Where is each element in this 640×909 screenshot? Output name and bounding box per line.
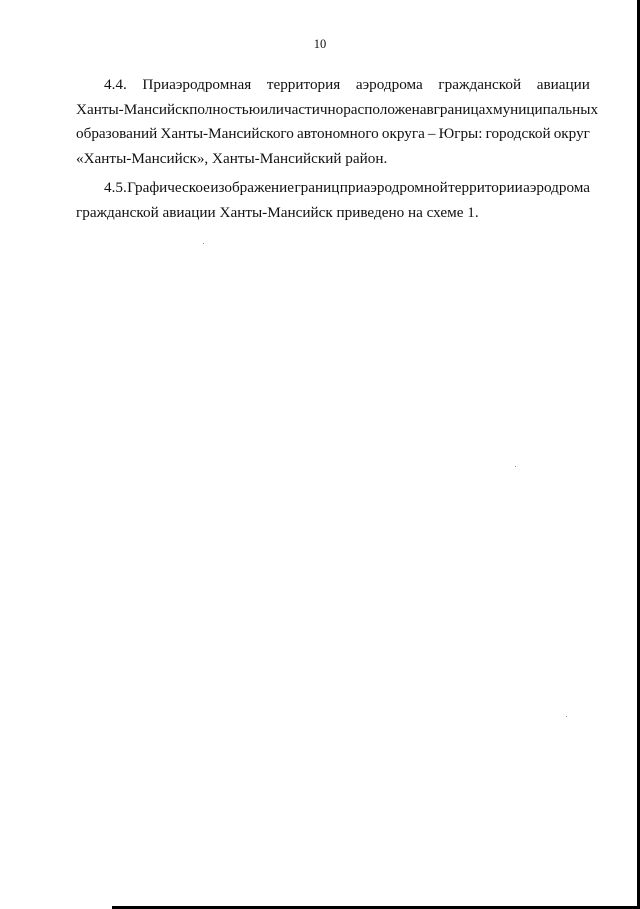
word: округа bbox=[381, 125, 425, 142]
paragraph-4-4 bbox=[76, 73, 599, 171]
paragraph-4-4-line-2 bbox=[76, 98, 599, 123]
paragraph-4-5-line-1 bbox=[76, 176, 590, 201]
scan-speck bbox=[566, 716, 567, 717]
paragraph-4-5 bbox=[76, 176, 590, 225]
word: 4.4. bbox=[104, 76, 127, 93]
word: Приаэродромная bbox=[142, 76, 252, 93]
word: округ bbox=[553, 125, 590, 142]
word: авиации bbox=[536, 76, 590, 93]
word: территории bbox=[448, 179, 523, 196]
word: в bbox=[426, 100, 434, 118]
word: изображение bbox=[210, 179, 295, 196]
word: автономного bbox=[296, 125, 379, 142]
scan-speck bbox=[515, 466, 516, 467]
word: городской bbox=[485, 125, 551, 142]
word: аэродрома bbox=[523, 179, 590, 196]
paragraph-4-4-line-4: «Ханты-Мансийск», Ханты-Мансийский район. bbox=[76, 149, 388, 167]
word: аэродрома bbox=[355, 76, 423, 93]
word: или bbox=[260, 100, 284, 118]
word: – bbox=[427, 125, 436, 142]
scan-speck bbox=[203, 243, 204, 244]
word: Ханты-Мансийск bbox=[76, 100, 190, 118]
word: границах bbox=[433, 100, 493, 118]
word: 4.5. bbox=[104, 179, 127, 196]
paragraph-4-5-line-2: гражданской авиации Ханты-Мансийск приведено на схеме 1. bbox=[76, 203, 479, 221]
word: приаэродромной bbox=[339, 179, 448, 196]
word: образований bbox=[76, 125, 158, 142]
word: расположена bbox=[343, 100, 427, 118]
word: полностью bbox=[189, 100, 261, 118]
page-number: 10 bbox=[313, 37, 327, 51]
word: Югры: bbox=[438, 125, 483, 142]
word: Ханты-Мансийского bbox=[160, 125, 294, 142]
word: территория bbox=[266, 76, 341, 93]
paragraph-4-4-line-1 bbox=[76, 73, 590, 98]
word: муниципальных bbox=[492, 100, 599, 118]
word: границ bbox=[294, 179, 340, 196]
word: Графическое bbox=[127, 179, 210, 196]
word: гражданской bbox=[438, 76, 522, 93]
paragraph-4-4-line-3 bbox=[76, 122, 590, 147]
word: частично bbox=[283, 100, 344, 118]
